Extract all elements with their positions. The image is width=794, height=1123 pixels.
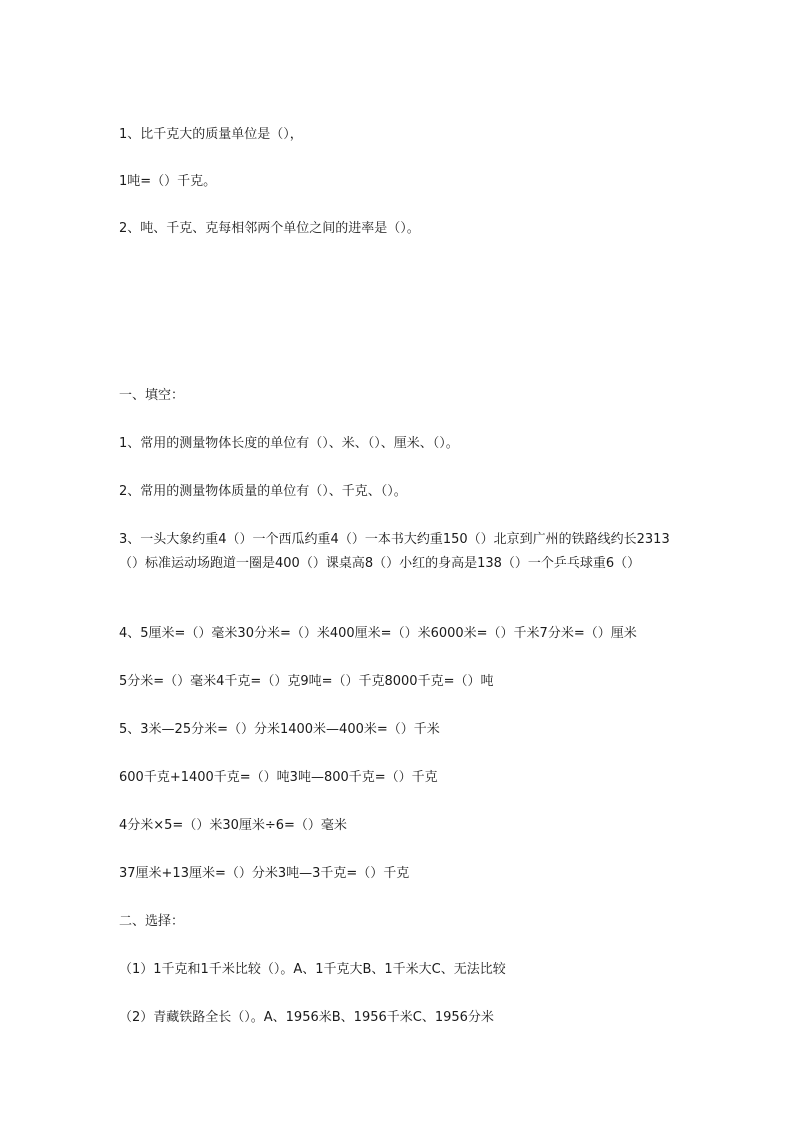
section-heading: 二、选择：	[119, 914, 185, 929]
section-heading: 一、填空：	[119, 388, 185, 403]
question-line: 4分米×5=（）米30厘米÷6=（）毫米	[119, 818, 347, 833]
question-line: 1吨=（）千克。	[119, 174, 217, 189]
question-line: 2、常用的测量物体质量的单位有（）、千克、（）。	[119, 484, 407, 499]
question-line: 2、吨、千克、克每相邻两个单位之间的进率是（）。	[119, 221, 420, 236]
question-paragraph: 3、一头大象约重4（）一个西瓜约重4（）一本书大约重150（）北京到广州的铁路线约长2313（）标准运动场跑道一圈是400（）课桌高8（）小红的身高是138（）一个乒乓球重6（）	[119, 532, 670, 571]
question-line: 1、比千克大的质量单位是（），	[119, 127, 303, 142]
question-line: 4、5厘米=（）毫米30分米=（）米400厘米=（）米6000米=（）千米7分米=（）厘米	[119, 626, 637, 641]
question-line: 1、常用的测量物体长度的单位有（）、米、（）、厘米、（）。	[119, 436, 459, 451]
question-line: 5分米=（）毫米4千克=（）克9吨=（）千克8000千克=（）吨	[119, 674, 494, 689]
question-line: （1）1千克和1千米比较（）。A、1千克大B、1千米大C、无法比较	[119, 962, 506, 977]
question-line: 37厘米+13厘米=（）分米3吨—3千克=（）千克	[119, 866, 410, 881]
question-line: 5、3米—25分米=（）分米1400米—400米=（）千米	[119, 722, 440, 737]
question-line: （2）青藏铁路全长（）。A、1956米B、1956千米C、1956分米	[119, 1010, 494, 1025]
question-line: 600千克+1400千克=（）吨3吨—800千克=（）千克	[119, 770, 438, 785]
